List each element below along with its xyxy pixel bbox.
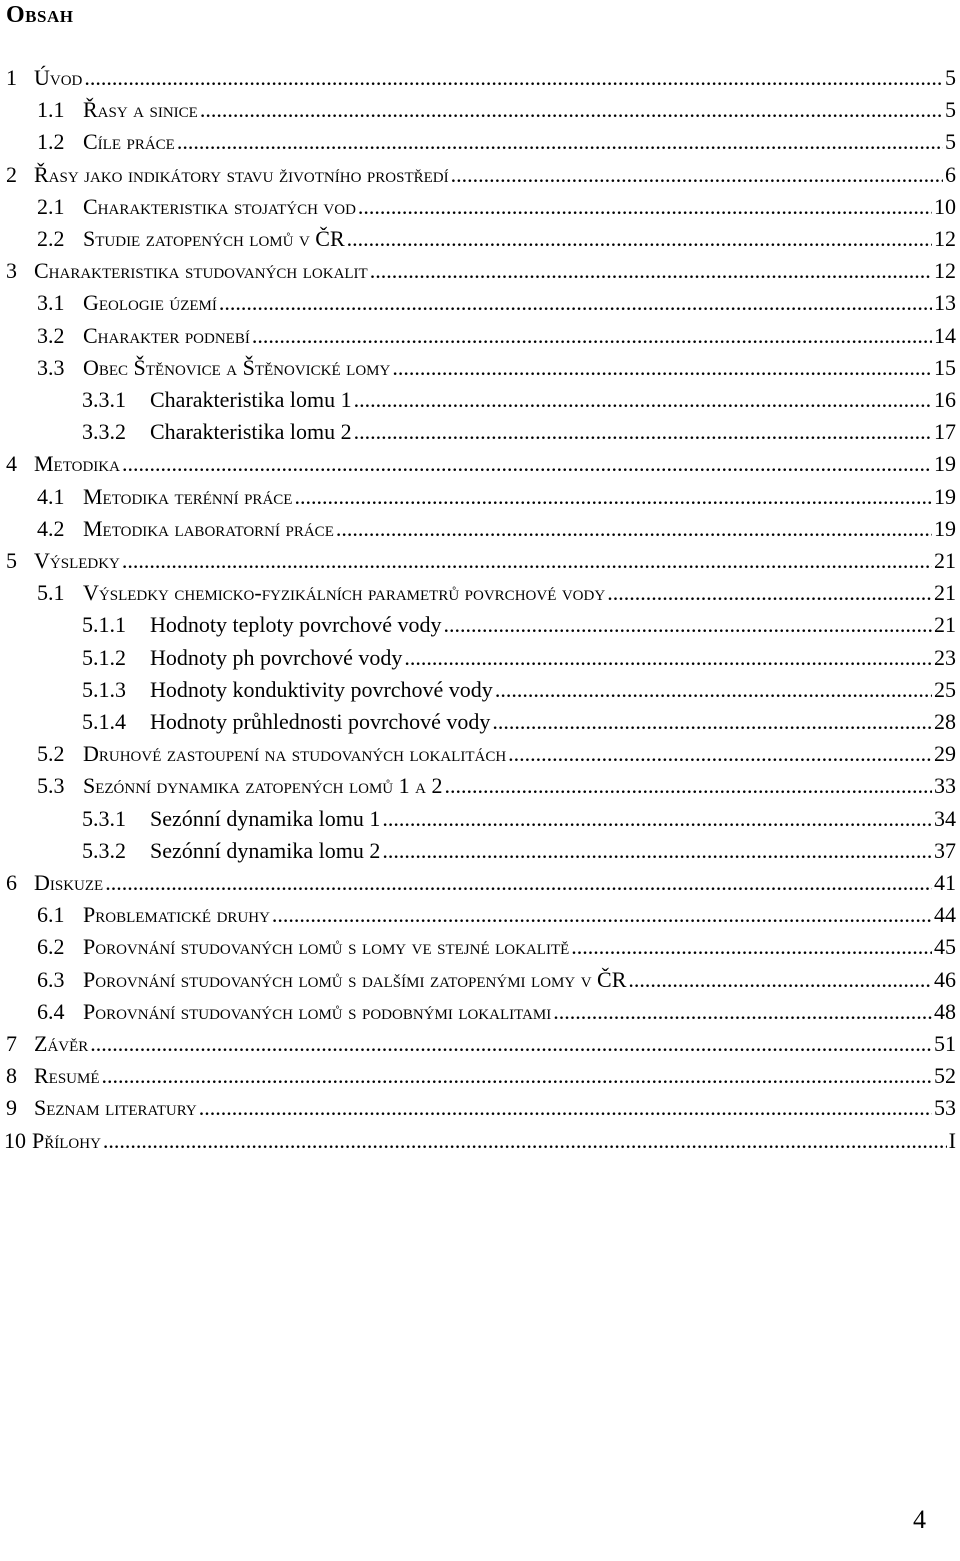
toc-dot-leader — [105, 867, 932, 899]
toc-entry-page: 5 — [945, 65, 956, 90]
toc-entry[interactable] — [0, 384, 960, 416]
toc-dot-leader — [553, 996, 932, 1028]
toc-entry[interactable] — [0, 1028, 960, 1060]
toc-entry-label: Problematické druhy — [83, 902, 270, 928]
toc-entry-page: 25 — [934, 676, 956, 702]
toc-entry-page: 5 — [945, 97, 956, 123]
toc-entry-number: 5.1.2 — [82, 644, 126, 670]
toc-entry-page: 44 — [934, 902, 956, 928]
toc-dot-leader — [219, 287, 932, 319]
toc-entry-label: Obec Štěnovice a Štěnovické lomy — [83, 354, 391, 380]
toc-entry-page: 19 — [934, 451, 956, 477]
toc-entry-label: Charakteristika stojatých vod — [83, 193, 356, 219]
toc-entry-page: 28 — [934, 709, 956, 734]
toc-entry-label: Metodika — [34, 451, 120, 477]
toc-entry-number: 6.3 — [37, 966, 65, 992]
toc-entry-label: Výsledky — [34, 548, 120, 573]
toc-entry-page: 37 — [934, 837, 956, 863]
toc-entry-number: 5.3.1 — [82, 805, 126, 831]
toc-entry-page: 21 — [934, 580, 956, 606]
toc-entry-number: 3 — [6, 258, 17, 284]
toc-entry[interactable] — [0, 867, 960, 899]
toc-entry-label: Hodnoty průhlednosti povrchové vody — [150, 709, 491, 734]
toc-entry-page: 33 — [934, 773, 956, 799]
toc-entry-page: 41 — [934, 870, 956, 895]
toc-entry[interactable] — [0, 352, 960, 384]
toc-entry-page: 46 — [934, 966, 956, 992]
toc-entry-label: Porovnání studovaných lomů s lomy ve stejné lokalitě — [83, 934, 570, 960]
toc-entry-label: Porovnání studovaných lomů s podobnými lokalitami — [83, 998, 552, 1024]
toc-dot-leader — [443, 609, 932, 641]
toc-entry-page: 52 — [934, 1063, 956, 1089]
toc-entry-page: 34 — [934, 805, 956, 831]
toc-dot-leader — [571, 931, 932, 963]
toc-entry-label: Resumé — [34, 1063, 100, 1089]
toc-entry-number: 1 — [6, 65, 17, 90]
toc-dot-leader — [404, 642, 932, 674]
toc-entry-number: 10 — [4, 1127, 26, 1153]
page-number: 4 — [913, 1505, 926, 1534]
toc-dot-leader — [444, 770, 932, 802]
toc-entry-label: Sezónní dynamika lomu 2 — [150, 837, 381, 863]
toc-entry-number: 5.1.1 — [82, 612, 126, 638]
toc-entry[interactable] — [0, 642, 960, 674]
toc-dot-leader — [199, 1092, 932, 1124]
toc-dot-leader — [90, 1028, 932, 1060]
toc-entry-number: 5.2 — [37, 741, 65, 767]
toc-entry-label: Seznam literatury — [34, 1095, 197, 1121]
toc-entry-page: 19 — [934, 483, 956, 509]
toc-entry-number: 1.2 — [37, 129, 65, 155]
toc-entry-number: 5.1.4 — [82, 709, 126, 734]
toc-entry-page: 29 — [934, 741, 956, 767]
toc-entry-label: Studie zatopených lomů v ČR — [83, 226, 345, 251]
toc-entry[interactable] — [0, 674, 960, 706]
toc-entry-label: Charakteristika lomu 2 — [150, 419, 352, 445]
toc-entry-number: 6.1 — [37, 902, 65, 928]
toc-entry-label: Hodnoty konduktivity povrchové vody — [150, 676, 493, 702]
toc-entry[interactable] — [0, 191, 960, 223]
toc-entry[interactable] — [0, 1092, 960, 1124]
toc-entry-label: Řasy a sinice — [83, 97, 198, 123]
toc-dot-leader — [354, 384, 932, 416]
toc-dot-leader — [200, 94, 943, 126]
toc-dot-leader — [103, 1125, 947, 1157]
toc-entry-number: 5 — [6, 548, 17, 573]
toc-entry-label: Charakteristika lomu 1 — [150, 387, 352, 412]
toc-entry-page: 12 — [934, 258, 956, 284]
toc-entry-number: 3.3.2 — [82, 419, 126, 445]
page-title: Obsah — [6, 2, 74, 28]
toc-entry-label: Řasy jako indikátory stavu životního prostředí — [34, 161, 449, 187]
toc-entry[interactable] — [0, 255, 960, 287]
toc-dot-leader — [347, 223, 932, 255]
toc-entry-page: 15 — [934, 354, 956, 380]
toc-entry-label: Cíle práce — [83, 129, 175, 155]
toc-entry-label: Závěr — [34, 1031, 89, 1056]
toc-entry-label: Sezónní dynamika lomu 1 — [150, 805, 381, 831]
toc-entry[interactable] — [0, 964, 960, 996]
toc-entry[interactable] — [0, 223, 960, 255]
toc-entry-label: Úvod — [34, 65, 83, 90]
toc-entry-page: 16 — [934, 387, 956, 412]
toc-dot-leader — [628, 964, 932, 996]
toc-dot-leader — [492, 706, 932, 738]
toc-entry[interactable] — [0, 545, 960, 577]
toc-entry-page: 48 — [934, 998, 956, 1024]
toc-dot-leader — [122, 448, 932, 480]
toc-dot-leader — [252, 320, 932, 352]
toc-entry-label: Druhové zastoupení na studovaných lokalitách — [83, 741, 507, 767]
toc-dot-leader — [392, 352, 932, 384]
toc-entry[interactable] — [0, 1060, 960, 1092]
toc-dot-leader — [358, 191, 932, 223]
toc-entry-page: 5 — [945, 129, 956, 155]
toc-entry[interactable] — [0, 803, 960, 835]
toc-entry-label: Porovnání studovaných lomů s dalšími zatopenými lomy v ČR — [83, 966, 627, 992]
toc-entry-page: 14 — [934, 322, 956, 348]
toc-dot-leader — [102, 1060, 932, 1092]
toc-entry-label: Charakter podnebí — [83, 322, 250, 348]
toc-entry-page: 21 — [934, 548, 956, 573]
toc-dot-leader — [370, 255, 932, 287]
toc-dot-leader — [354, 416, 932, 448]
toc-entry[interactable] — [0, 513, 960, 545]
toc-entry-label: Geologie území — [83, 290, 217, 316]
toc-entry-number: 3.3 — [37, 354, 65, 380]
toc-entry[interactable] — [0, 126, 960, 158]
toc-entry-page: 23 — [934, 644, 956, 670]
toc-entry[interactable] — [0, 481, 960, 513]
toc-entry-number: 7 — [6, 1031, 17, 1056]
toc-entry-label: Charakteristika studovaných lokalit — [34, 258, 368, 284]
toc-entry[interactable] — [0, 996, 960, 1028]
toc-entry[interactable] — [0, 577, 960, 609]
toc-dot-leader — [336, 513, 932, 545]
toc-entry-number: 1.1 — [37, 97, 65, 123]
toc-entry-number: 5.3.2 — [82, 837, 126, 863]
toc-entry-number: 3.3.1 — [82, 387, 126, 412]
toc-entry[interactable] — [0, 1125, 960, 1157]
toc-entry-page: 21 — [934, 612, 956, 638]
toc-entry-page: 17 — [934, 419, 956, 445]
toc-entry-number: 3.2 — [37, 322, 65, 348]
toc-dot-leader — [508, 738, 932, 770]
toc-entry-page: 12 — [934, 226, 956, 251]
toc-entry-number: 6.4 — [37, 998, 65, 1024]
toc-entry-number: 4.1 — [37, 483, 65, 509]
toc-entry[interactable] — [0, 320, 960, 352]
toc-entry-page: 13 — [934, 290, 956, 316]
toc-entry[interactable] — [0, 448, 960, 480]
toc-entry-number: 2.2 — [37, 226, 65, 251]
toc-dot-leader — [294, 481, 932, 513]
toc-entry[interactable] — [0, 835, 960, 867]
toc-dot-leader — [177, 126, 943, 158]
toc-dot-leader — [451, 159, 943, 191]
toc-entry-page: 6 — [945, 161, 956, 187]
toc-entry-number: 4.2 — [37, 515, 65, 541]
toc-entry-number: 5.1.3 — [82, 676, 126, 702]
toc-entry-number: 2.1 — [37, 193, 65, 219]
toc-entry[interactable] — [0, 416, 960, 448]
toc-dot-leader — [382, 803, 932, 835]
toc-entry-number: 8 — [6, 1063, 17, 1089]
toc-entry[interactable] — [0, 62, 960, 94]
toc-entry-label: Metodika laboratorní práce — [83, 515, 334, 541]
toc-dot-leader — [272, 899, 932, 931]
toc-entry[interactable] — [0, 899, 960, 931]
toc-entry-number: 3.1 — [37, 290, 65, 316]
toc-entry-number: 5.3 — [37, 773, 65, 799]
toc-entry[interactable] — [0, 706, 960, 738]
toc-entry-label: Metodika terénní práce — [83, 483, 293, 509]
toc-dot-leader — [382, 835, 932, 867]
toc-entry[interactable] — [0, 94, 960, 126]
toc-entry-label: Hodnoty teploty povrchové vody — [150, 612, 442, 638]
toc-entry-page: 53 — [934, 1095, 956, 1121]
toc-dot-leader — [495, 674, 932, 706]
toc-entry[interactable] — [0, 770, 960, 802]
toc-entry-page: 45 — [934, 934, 956, 960]
toc-entry-number: 5.1 — [37, 580, 65, 606]
toc-entry-number: 6.2 — [37, 934, 65, 960]
toc-entry[interactable] — [0, 931, 960, 963]
toc-entry-number: 9 — [6, 1095, 17, 1121]
toc-entry[interactable] — [0, 159, 960, 191]
toc-entry-number: 6 — [6, 870, 17, 895]
toc-dot-leader — [122, 545, 932, 577]
toc-entry-number: 4 — [6, 451, 17, 477]
toc-entry-label: Diskuze — [34, 870, 104, 895]
toc-entry-page: 10 — [934, 193, 956, 219]
toc-entry-page: I — [948, 1127, 956, 1153]
toc-entry-label: Sezónní dynamika zatopených lomů 1 a 2 — [83, 773, 443, 799]
toc-entry-page: 51 — [934, 1031, 956, 1056]
toc-entry-label: Výsledky chemicko-fyzikálních parametrů povrchové vody — [83, 580, 606, 606]
toc-entry-number: 2 — [6, 161, 17, 187]
toc-dot-leader — [84, 62, 943, 94]
toc-dot-leader — [607, 577, 932, 609]
toc-entry[interactable] — [0, 287, 960, 319]
toc-entry[interactable] — [0, 738, 960, 770]
toc-entry-label: Hodnoty ph povrchové vody — [150, 644, 403, 670]
toc-entry[interactable] — [0, 609, 960, 641]
toc-entry-label: Přílohy — [32, 1127, 101, 1153]
toc-entry-page: 19 — [934, 515, 956, 541]
